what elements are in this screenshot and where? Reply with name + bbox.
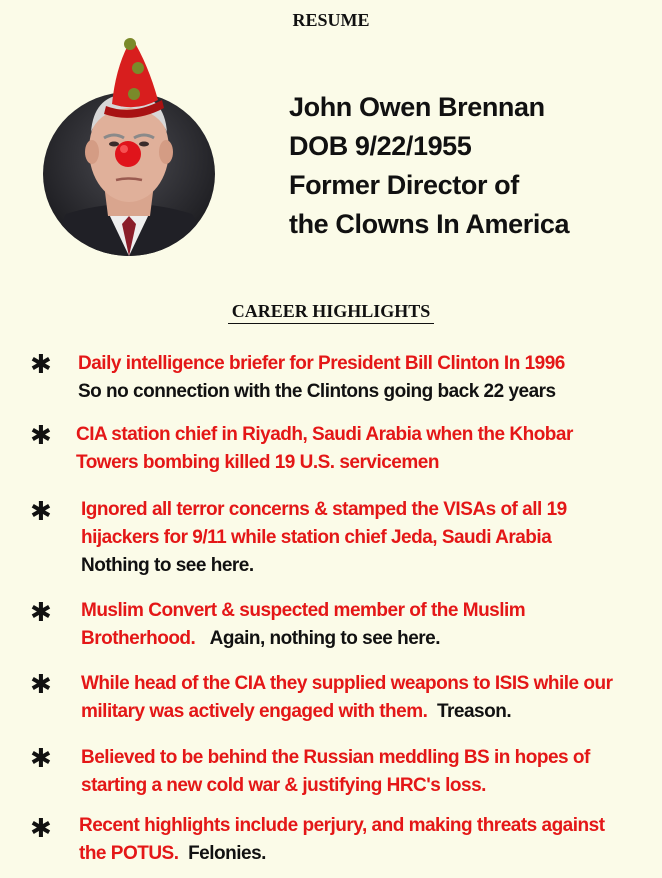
highlight-item: [81, 496, 567, 580]
bullet-icon: ✱: [30, 670, 52, 700]
highlight-note: Again, nothing to see here.: [209, 628, 441, 649]
highlight-text: military was actively engaged with them.: [81, 701, 428, 722]
bullet-icon: ✱: [30, 598, 52, 628]
profile-dob: DOB 9/22/1955: [289, 131, 472, 161]
profile-role-line2: the Clowns In America: [289, 209, 570, 239]
profile-block: [289, 88, 569, 244]
bullet-icon: ✱: [30, 814, 52, 844]
highlight-text: Brotherhood.: [81, 628, 196, 649]
highlight-note: So no connection with the Clintons going back 22 years: [78, 381, 556, 402]
highlight-item: [81, 744, 590, 800]
highlight-text: Ignored all terror concerns & stamped the VISAs of all 19: [81, 499, 567, 520]
highlight-text: the POTUS.: [79, 843, 179, 864]
bullet-icon: ✱: [30, 497, 52, 527]
bullet-icon: ✱: [30, 744, 52, 774]
bullet-icon: ✱: [30, 421, 52, 451]
highlight-text: Towers bombing killed 19 U.S. servicemen: [76, 452, 439, 473]
section-heading: CAREER HIGHLIGHTS: [0, 301, 662, 322]
highlight-text: starting a new cold war & justifying HRC's loss.: [81, 775, 486, 796]
highlight-text: Believed to be behind the Russian meddling BS in hopes of: [81, 747, 590, 768]
highlight-note: Nothing to see here.: [81, 555, 254, 576]
profile-name: John Owen Brennan: [289, 92, 545, 122]
highlight-text: While head of the CIA they supplied weapons to ISIS while our: [81, 673, 613, 694]
highlight-item: [81, 670, 612, 726]
highlight-item: [78, 350, 565, 406]
highlight-item: [79, 812, 605, 868]
clown-portrait-icon: [36, 34, 222, 256]
profile-role-line1: Former Director of: [289, 170, 519, 200]
highlight-note: Felonies.: [188, 843, 266, 864]
highlight-text: Daily intelligence briefer for President Bill Clinton In 1996: [78, 353, 565, 374]
highlight-text: Recent highlights include perjury, and making threats against: [79, 815, 605, 836]
highlight-note: Treason.: [436, 701, 512, 722]
highlight-text: hijackers for 9/11 while station chief Jeda, Saudi Arabia: [81, 527, 552, 548]
highlight-text: CIA station chief in Riyadh, Saudi Arabia when the Khobar: [76, 424, 573, 445]
page-title: RESUME: [292, 10, 370, 30]
highlight-item: [81, 597, 525, 653]
highlight-item: [76, 421, 573, 477]
highlight-text: Muslim Convert & suspected member of the Muslim: [81, 600, 526, 621]
bullet-icon: ✱: [30, 350, 52, 380]
